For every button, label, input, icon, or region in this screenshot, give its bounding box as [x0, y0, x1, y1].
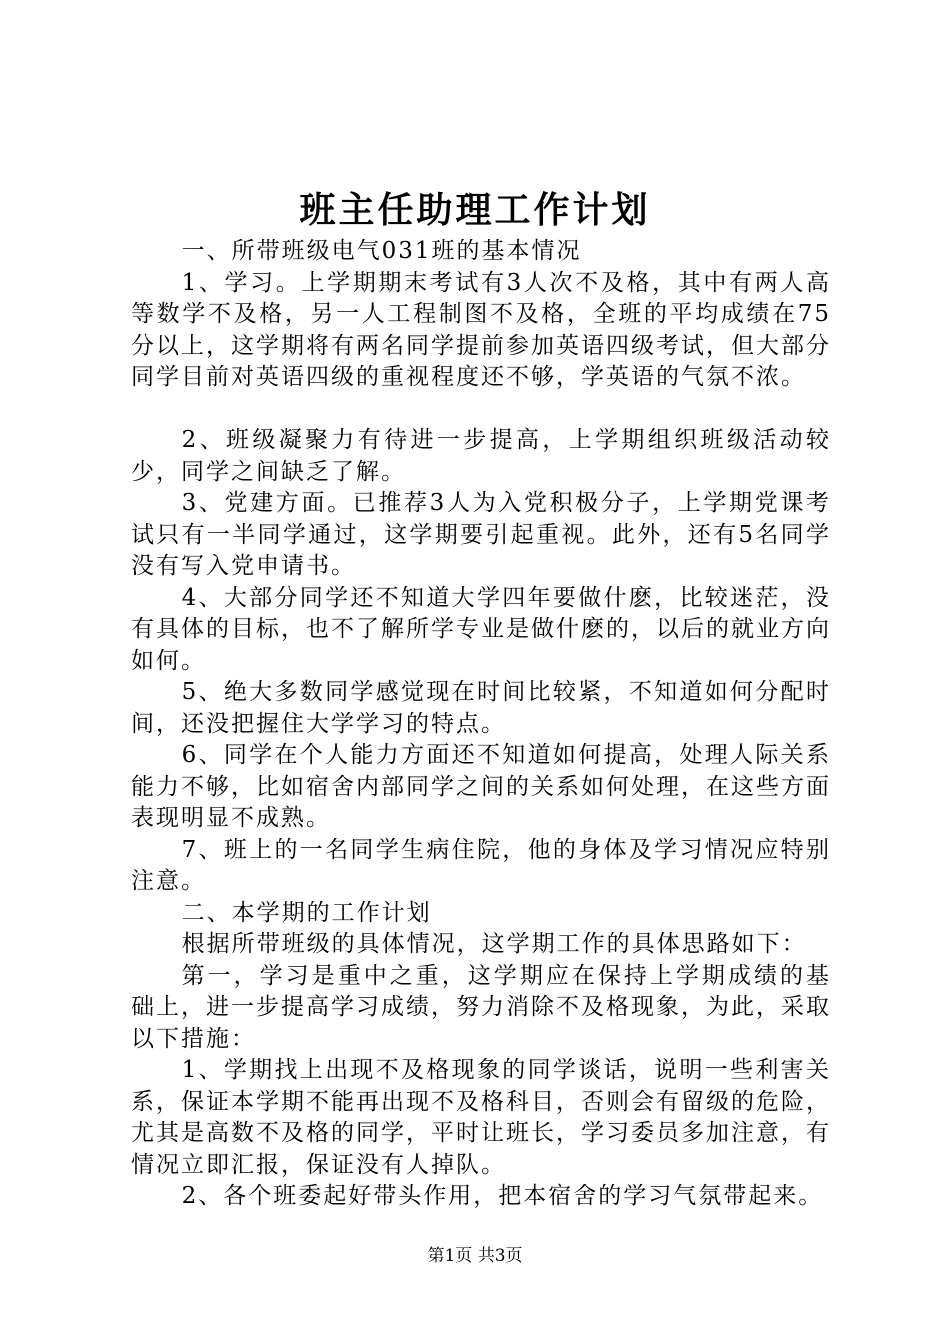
- paragraph-measure-1: 1、学期找上出现不及格现象的同学谈话，说明一些利害关系，保证本学期不能再出现不及格科目，否则会有留级的危险，尤其是高数不及格的同学，平时让班长，学习委员多加注意，有情况立即汇报，保证没有人掉队。: [131, 1057, 831, 1178]
- paragraph-time: 5、绝大多数同学感觉现在时间比较紧，不知道如何分配时间，还没把握住大学学习的特点。: [131, 679, 831, 737]
- document-title: 班主任助理工作计划: [299, 189, 651, 231]
- section-heading-2: 二、本学期的工作计划: [181, 899, 432, 926]
- paragraph-illness: 7、班上的一名同学生病住院，他的身体及学习情况应特别注意。: [131, 836, 831, 894]
- paragraph-cohesion: 2、班级凝聚力有待进一步提高，上学期组织班级活动较少，同学之间缺乏了解。: [131, 427, 831, 485]
- paragraph-study: 1、学习。上学期期末考试有3人次不及格，其中有两人高等数学不及格，另一人工程制图不及格，全班的平均成绩在75分以上，这学期将有两名同学提前参加英语四级考试，但大部分同学目前对英语四级的重视程度还不够，学英语的气氛不浓。: [131, 269, 831, 390]
- paragraph-party-building: 3、党建方面。已推荐3人为入党积极分子，上学期党课考试只有一半同学通过，这学期要引起重视。此外，还有5名同学没有写入党申请书。: [131, 490, 831, 579]
- page-footer: 第1页 共3页: [427, 1246, 523, 1266]
- document-body: [131, 236, 831, 1213]
- paragraph-approach: 根据所带班级的具体情况，这学期工作的具体思路如下：: [181, 931, 807, 957]
- paragraph-measure-2: 2、各个班委起好带头作用，把本宿舍的学习气氛带起来。: [181, 1183, 824, 1209]
- paragraph-ability: 6、同学在个人能力方面还不知道如何提高，处理人际关系能力不够，比如宿舍内部同学之间的关系如何处理，在这些方面表现明显不成熟。: [131, 742, 831, 831]
- paragraph-first-point: 第一，学习是重中之重，这学期应在保持上学期成绩的基础上，进一步提高学习成绩，努力消除不及格现象，为此，采取以下措施：: [131, 962, 831, 1052]
- section-heading-1: 一、所带班级电气031班的基本情况: [181, 238, 582, 264]
- paragraph-goals: 4、大部分同学还不知道大学四年要做什麽，比较迷茫，没有具体的目标，也不了解所学专业是做什麽的，以后的就业方向如何。: [131, 584, 831, 674]
